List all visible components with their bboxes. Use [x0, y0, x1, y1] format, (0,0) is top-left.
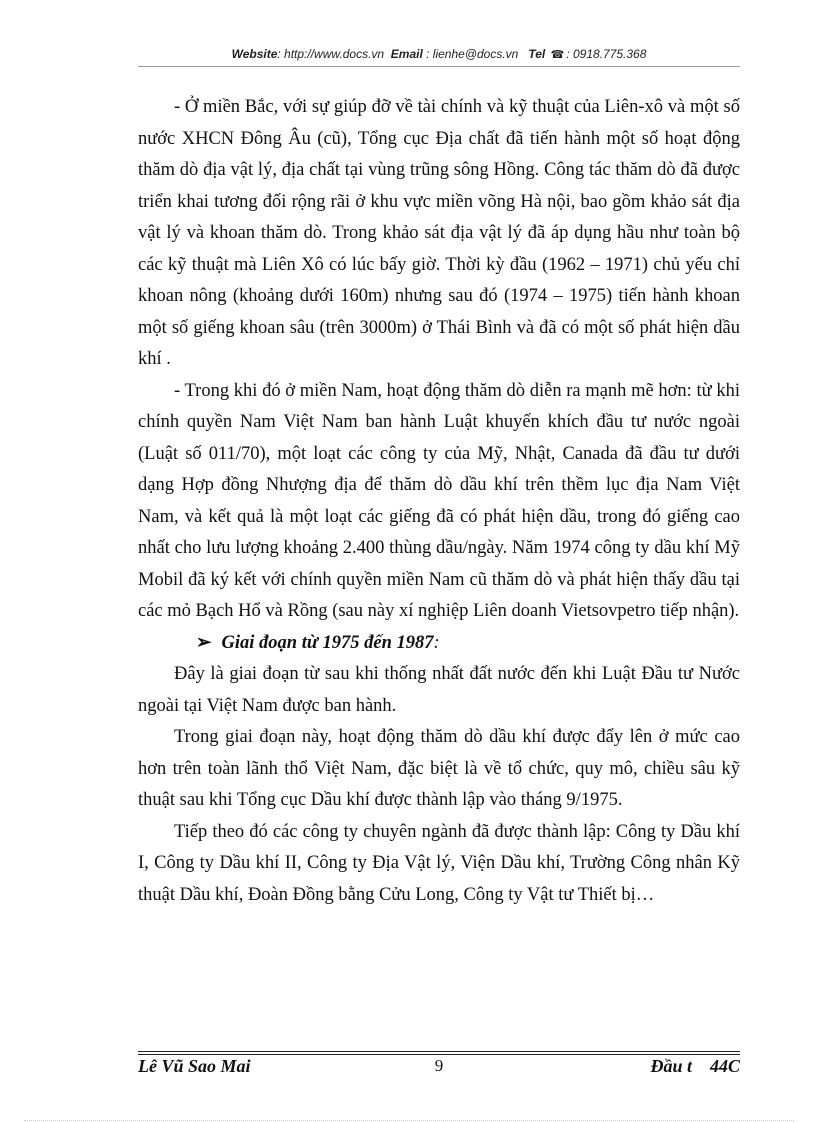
page-number: 9 — [434, 1056, 444, 1075]
paragraph-north: - Ở miền Bắc, với sự giúp đỡ về tài chính và kỹ thuật của Liên-xô và một số nước XHCN Đông Âu (cũ), Tổng cục Địa chất đã tiến hành một số hoạt động thăm dò địa vật lý, địa chất tại vùng trũng sông Hồng. Công tác thăm dò đã được triển khai tương đối rộng rãi ở khu vực miền võng Hà nội, bao gồm khảo sát địa vật lý và khoan thăm dò. Trong khảo sát địa vật lý đã áp dụng hầu như toàn bộ các kỹ thuật mà Liên Xô có lúc bấy giờ. Thời kỳ đầu (1962 – 1971) chủ yếu chỉ khoan nông (khoảng dưới 160m) nhưng sau đó (1974 – 1975) tiến hành khoan một số giếng khoan sâu (trên 3000m) ở Thái Bình và đã có một số phát hiện dầu khí . — [138, 97, 740, 369]
website-label: Website — [231, 47, 278, 61]
footer-divider-bottom — [138, 1054, 740, 1055]
email-label: Email — [390, 47, 423, 61]
footer-divider-top — [138, 1051, 740, 1052]
paragraph-south: - Trong khi đó ở miền Nam, hoạt động thăm dò diễn ra mạnh mẽ hơn: từ khi chính quyền Nam Việt Nam ban hành Luật khuyến khích đầu tư nước ngoài (Luật số 011/70), một loạt các công ty của Mỹ, Nhật, Canada đã đầu tư dưới dạng Hợp đồng Nhượng địa để thăm dò dầu khí trên thềm lục địa Nam Việt Nam, và kết quả là một loạt các giếng đã có phát hiện dầu, trong đó giếng cao nhất cho lưu lượng khoảng 2.400 thùng dầu/ngày. Năm 1974 công ty dầu khí Mỹ Mobil đã ký kết với chính quyền miền Nam cũ thăm dò và phát hiện thấy dầu tại các mỏ Bạch Hổ và Rồng (sau này xí nghiệp Liên doanh Vietsovpetro tiếp nhận). — [138, 380, 740, 621]
paragraph-period-intro: Đây là giai đoạn từ sau khi thống nhất đất nước đến khi Luật Đầu tư Nước ngoài tại Việt Nam được ban hành. — [138, 664, 740, 716]
document-body — [138, 92, 740, 911]
section-heading-colon: : — [433, 632, 440, 653]
tel-label: Tel — [528, 47, 546, 61]
paragraph-companies: Tiếp theo đó các công ty chuyên ngành đã được thành lập: Công ty Dầu khí I, Công ty Dầu khí II, Công ty Địa Vật lý, Viện Dầu khí, Trường Công nhân Kỹ thuật Dầu khí, Đoàn Đồng bằng Cửu Long, Công ty Vật tư Thiết bị… — [138, 821, 740, 905]
website-value: : http://www.docs.vn — [277, 47, 385, 61]
phone-icon: ☎ — [550, 49, 565, 61]
footer-class-code: Đầu t 44C — [650, 1056, 740, 1076]
arrow-bullet-icon: ➢ — [196, 632, 212, 653]
paragraph-period-activity: Trong giai đoạn này, hoạt động thăm dò dầu khí được đẩy lên ở mức cao hơn trên toàn lãnh thổ Việt Nam, đặc biệt là về tổ chức, quy mô, chiều sâu kỹ thuật sau khi Tổng cục Dầu khí được thành lập vào tháng 9/1975. — [138, 727, 740, 810]
email-value: : lienhe@docs.vn — [426, 47, 519, 61]
page-bottom-border — [24, 1120, 794, 1121]
footer-author: Lê Vũ Sao Mai — [138, 1056, 251, 1076]
tel-value: : 0918.775.368 — [566, 47, 647, 61]
page-footer — [138, 1056, 740, 1078]
header-divider — [138, 66, 740, 67]
section-heading-text: Giai đoạn từ 1975 đến 1987 — [221, 632, 434, 653]
page-header — [138, 47, 740, 61]
section-heading — [138, 628, 740, 660]
